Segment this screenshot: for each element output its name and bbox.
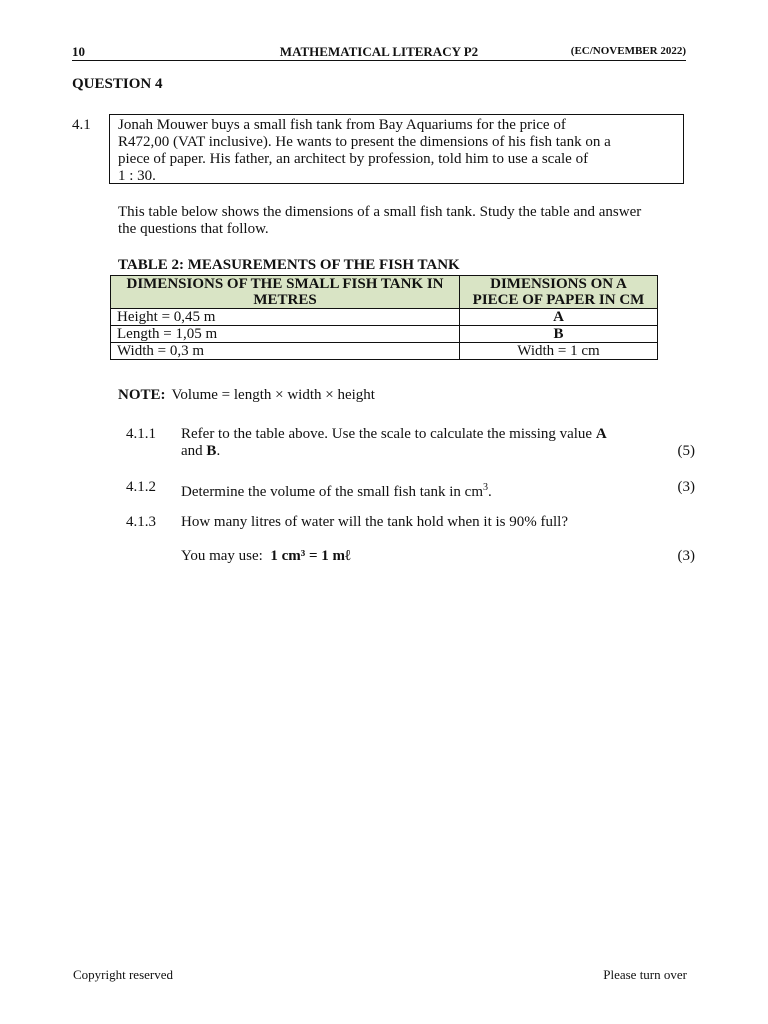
text-fragment: You may use: — [181, 548, 271, 564]
scenario-box — [109, 114, 684, 184]
subquestion-text — [181, 479, 492, 501]
subquestion-text: How many litres of water will the tank hold when it is 90% full? — [181, 514, 569, 530]
text-fragment: . — [488, 484, 492, 500]
marks: (5) — [677, 443, 695, 459]
text-emphasis: A — [595, 426, 607, 442]
conversion-hint — [181, 548, 351, 565]
marks: (3) — [677, 479, 695, 495]
subquestion-number: 4.1.2 — [126, 479, 156, 495]
table-cell: Height = 0,45 m — [111, 309, 460, 326]
formula-note — [118, 387, 375, 404]
scenario-line: Jonah Mouwer buys a small fish tank from Bay Aquariums for the price of — [118, 117, 566, 133]
text-fragment: . — [216, 443, 221, 459]
table-row — [111, 309, 658, 326]
table-cell: Width = 0,3 m — [111, 343, 460, 360]
text-fragment: Refer to the table above. Use the scale to calculate the missing value — [181, 426, 596, 442]
note-label: NOTE: — [118, 387, 166, 403]
text-fragment: and — [181, 443, 207, 459]
superscript: 3 — [483, 482, 489, 493]
footer-turn-over: Please turn over — [603, 967, 687, 982]
lead-line: This table below shows the dimensions of a small fish tank. Study the table and answer — [118, 204, 642, 220]
column-header: DIMENSIONS ON A PIECE OF PAPER IN CM — [460, 276, 658, 309]
page-header — [72, 44, 686, 61]
text-emphasis: B — [206, 443, 217, 459]
scenario-line: piece of paper. His father, an architect by profession, told him to use a scale of — [118, 151, 589, 167]
table-cell: A — [460, 309, 658, 326]
table-cell: B — [460, 326, 658, 343]
subquestion-number: 4.1.3 — [126, 514, 156, 530]
table-row — [111, 343, 658, 360]
footer-copyright: Copyright reserved — [73, 967, 174, 982]
page-number: 10 — [72, 44, 85, 59]
lead-paragraph — [118, 204, 641, 238]
subquestion-number: 4.1.1 — [126, 426, 156, 442]
subquestion-text — [181, 426, 607, 460]
scenario-line: 1 : 30. — [118, 168, 156, 184]
table-caption: TABLE 2: MEASUREMENTS OF THE FISH TANK — [118, 257, 460, 273]
exam-session: (EC/NOVEMBER 2022) — [570, 45, 686, 57]
text-fragment: Determine the volume of the small fish tank in cm — [181, 484, 484, 500]
text-emphasis: 1 cm³ = 1 mℓ — [270, 548, 351, 564]
note-text: Volume = length × width × height — [171, 387, 375, 403]
table-row — [111, 326, 658, 343]
table-cell: Width = 1 cm — [460, 343, 658, 360]
question-title: QUESTION 4 — [72, 76, 163, 92]
question-number: 4.1 — [72, 117, 91, 133]
scenario-line: R472,00 (VAT inclusive). He wants to present the dimensions of his fish tank on a — [118, 134, 611, 150]
table-header-row — [111, 276, 658, 309]
measurements-table — [110, 275, 658, 360]
column-header: DIMENSIONS OF THE SMALL FISH TANK IN METRES — [111, 276, 460, 309]
lead-line: the questions that follow. — [118, 221, 269, 237]
table-cell: Length = 1,05 m — [111, 326, 460, 343]
marks: (3) — [677, 548, 695, 564]
paper-title: MATHEMATICAL LITERACY P2 — [279, 44, 479, 59]
